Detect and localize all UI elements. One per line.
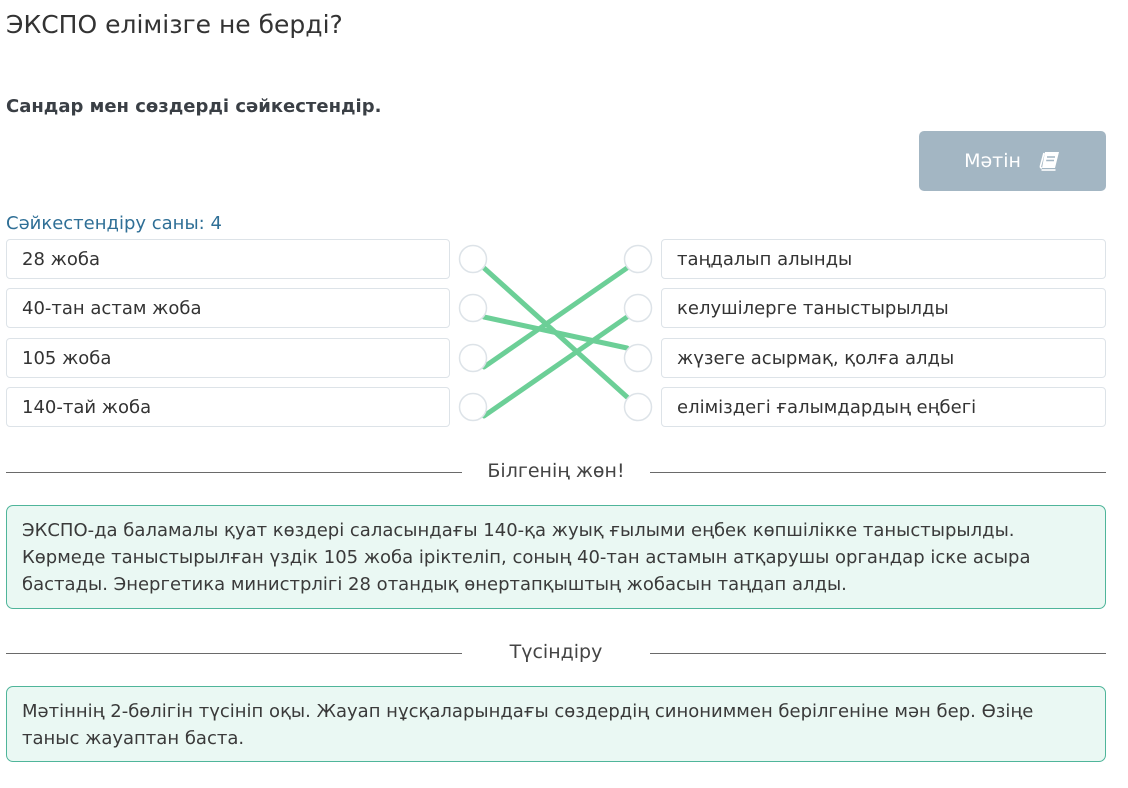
left-item-1[interactable]: 28 жоба <box>6 239 450 279</box>
good-to-know-heading: Білгенің жөн! <box>487 460 625 482</box>
right-connector-3[interactable] <box>625 345 652 372</box>
good-to-know-divider <box>6 460 1106 484</box>
right-item-4[interactable]: еліміздегі ғалымдардың еңбегі <box>661 387 1106 427</box>
connection-line-2 <box>484 317 627 348</box>
left-connector-4[interactable] <box>460 394 487 421</box>
right-connector-1[interactable] <box>625 246 652 273</box>
left-item-4[interactable]: 140-тай жоба <box>6 387 450 427</box>
left-item-3[interactable]: 105 жоба <box>6 338 450 378</box>
question-title: ЭКСПО елімізге не берді? <box>6 10 343 39</box>
text-button[interactable] <box>919 131 1106 191</box>
right-connector-2[interactable] <box>625 295 652 322</box>
connection-line-1 <box>484 268 627 397</box>
explanation-box <box>6 686 1106 762</box>
left-connector-2[interactable] <box>460 295 487 322</box>
explanation-text: Мәтіннің 2-бөлігін түсініп оқы. Жауап нұсқаларындағы сөздердің синониммен берілгеніне мән бер. Өзіңе таныс жауаптан баста. <box>22 701 1034 749</box>
right-item-3[interactable]: жүзеге асырмақ, қолға алды <box>661 338 1106 378</box>
left-connector-1[interactable] <box>460 246 487 273</box>
left-item-2[interactable]: 40-тан астам жоба <box>6 288 450 328</box>
connection-line-4 <box>484 317 627 416</box>
explanation-heading: Түсіндіру <box>509 641 603 663</box>
connection-line-3 <box>484 268 627 367</box>
text-button-label: Мәтін <box>964 150 1021 172</box>
left-connector-3[interactable] <box>460 345 487 372</box>
instruction-text: Сандар мен сөздерді сәйкестендір. <box>6 96 382 117</box>
right-item-1[interactable]: таңдалып алынды <box>661 239 1106 279</box>
explanation-divider <box>6 641 1106 665</box>
right-connector-4[interactable] <box>625 394 652 421</box>
book-icon <box>1039 151 1061 171</box>
good-to-know-box <box>6 505 1106 609</box>
right-item-2[interactable]: келушілерге таныстырылды <box>661 288 1106 328</box>
good-to-know-text: ЭКСПО-да баламалы қуат көздері саласындағы 140-қа жуық ғылыми еңбек көпшілікке таныстырылды. Көрмеде таныстырылған үздік 105 жоба іріктеліп, соның 40-тан астамын атқарушы органдар іске асыра бастады. Энергетика министрлігі 28 отандық өнертапқыштың жобасын таңдап алды. <box>22 520 1031 595</box>
match-count: Сәйкестендіру саны: 4 <box>6 213 222 234</box>
